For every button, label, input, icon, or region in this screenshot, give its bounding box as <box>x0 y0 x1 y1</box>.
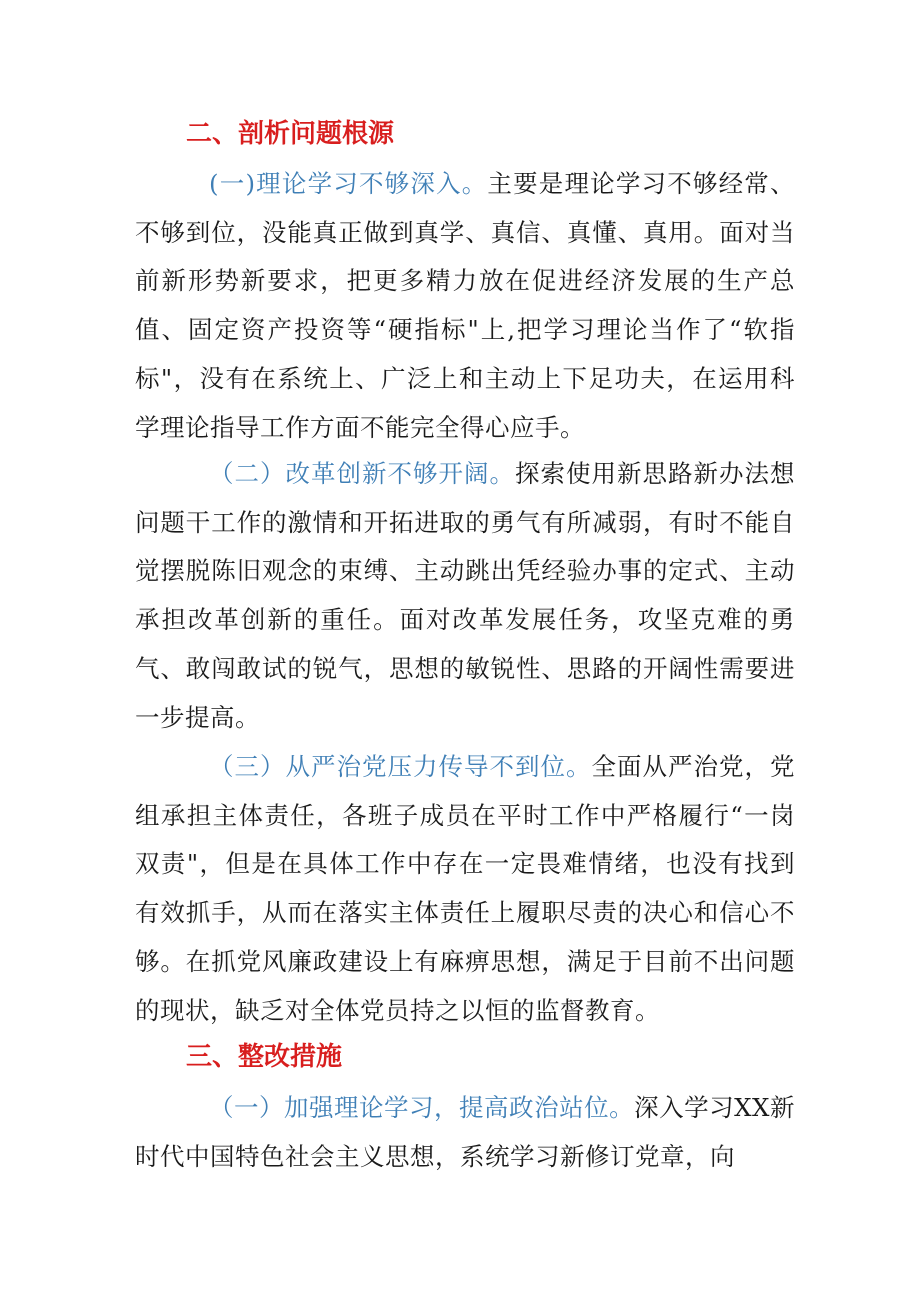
paragraph <box>135 743 795 1035</box>
paragraph-body: 探索使用新思路新办法想问题干工作的激情和开拓进取的勇气有所减弱，有时不能自觉摆脱陈旧观念的束缚、主动跳出凭经验办事的定式、主动承担改革创新的重任。面对改革发展任务，攻坚克难的勇气、敢闯敢试的锐气，思想的敏锐性、思路的开阔性需要进一步提高。 <box>135 459 795 732</box>
paragraph-subtitle: (一)理论学习不够深入。 <box>209 169 488 198</box>
paragraph-subtitle: （一）加强理论学习，提高政治站位。 <box>209 1093 635 1122</box>
paragraph <box>135 160 795 452</box>
paragraph-subtitle: （三）从严治党压力传导不到位。 <box>209 752 592 781</box>
section-heading: 三、整改措施 <box>186 1042 343 1072</box>
paragraph <box>135 450 795 742</box>
paragraph-body: 主要是理论学习不够经常、不够到位，没能真正做到真学、真信、真懂、真用。面对当前新形势新要求，把更多精力放在促进经济发展的生产总值、固定资产投资等“硬指标"上,把学习理论当作了“软指标"，没有在系统上、广泛上和主动上下足功夫，在运用科学理论指导工作方面不能完全得心应手。 <box>135 169 795 442</box>
paragraph-body: 全面从严治党，党组承担主体责任，各班子成员在平时工作中严格履行“一岗双责"，但是在具体工作中存在一定畏难情绪，也没有找到有效抓手，从而在落实主体责任上履职尽责的决心和信心不够。在抓党风廉政建设上有麻痹思想，满足于目前不出问题的现状，缺乏对全体党员持之以恒的监督教育。 <box>135 752 795 1025</box>
section-heading: 二、剖析问题根源 <box>186 119 395 149</box>
paragraph <box>135 1084 795 1181</box>
paragraph-subtitle: （二）改革创新不够开阔。 <box>209 459 515 488</box>
paragraph-body: 深入学习XX新时代中国特色社会主义思想，系统学习新修订党章，向 <box>135 1093 796 1171</box>
